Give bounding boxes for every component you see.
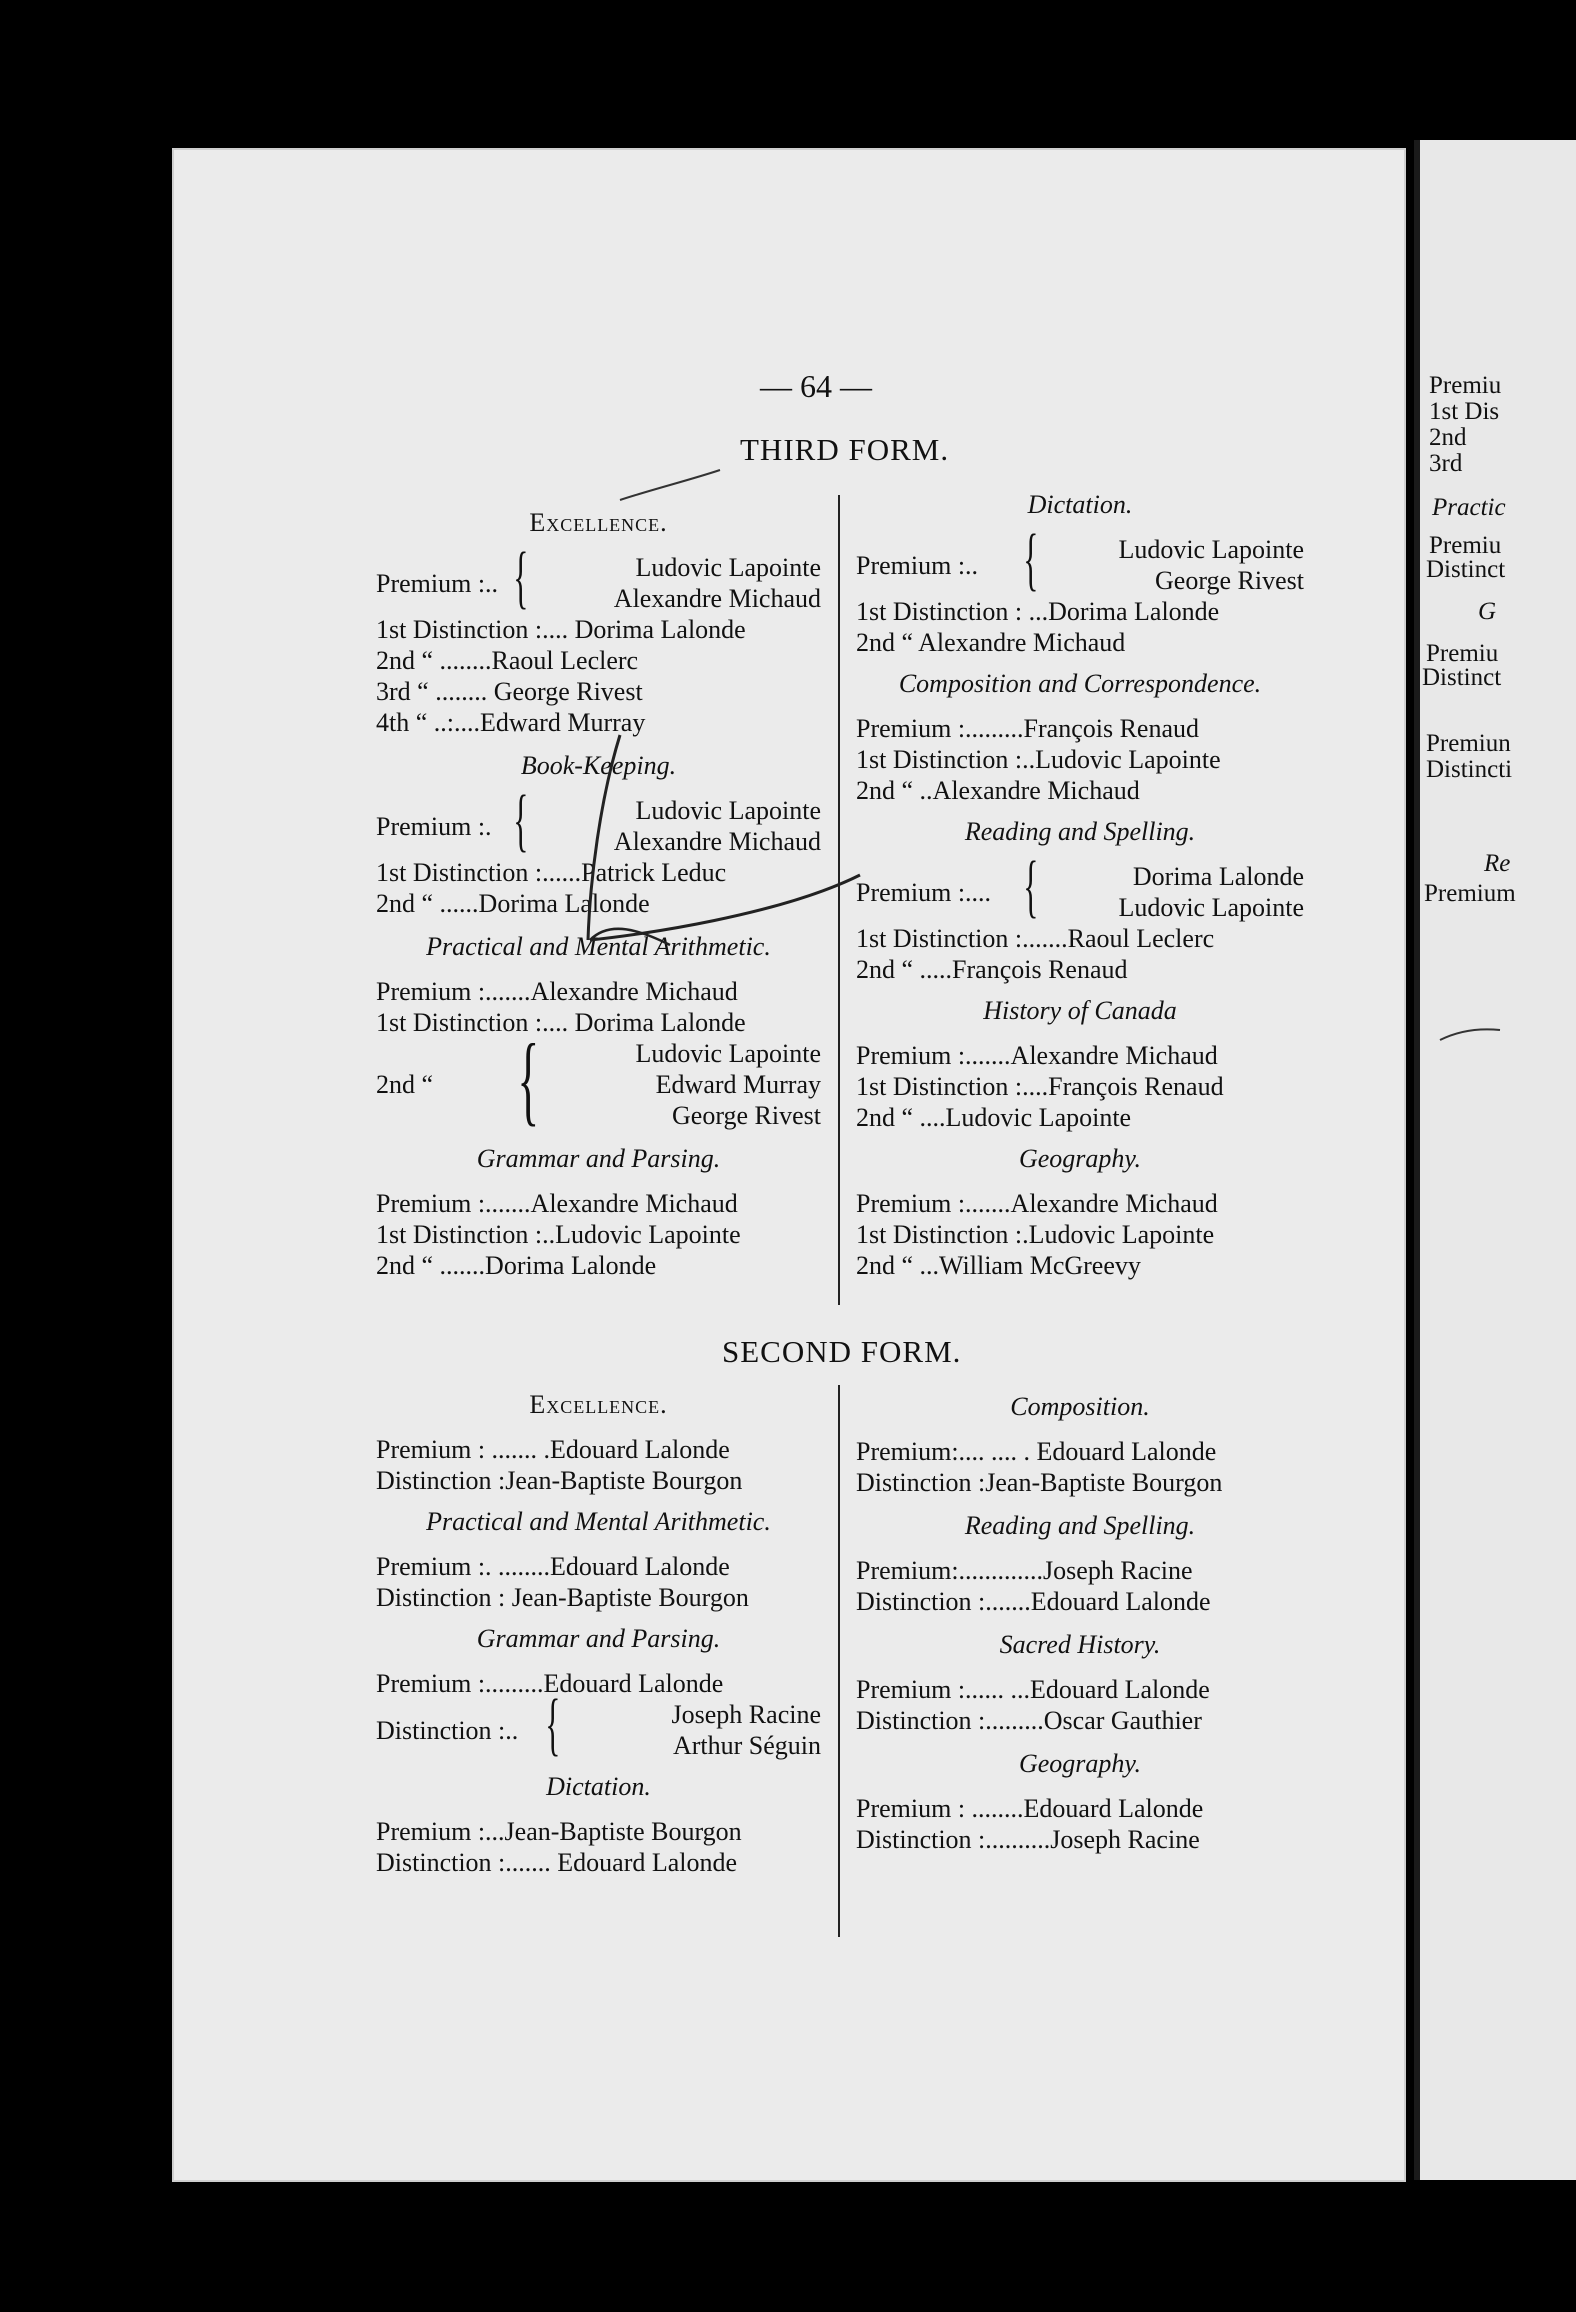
brace-symbol: { — [545, 1686, 561, 1763]
entry-row: Premium : ....... .Edouard Lalonde — [376, 1435, 730, 1464]
entry-name: Ludovic Lapointe — [1118, 893, 1304, 922]
entry-row: Premium :.......Alexandre Michaud — [856, 1041, 1218, 1070]
entry-row: Distinction : Jean-Baptiste Bourgon — [376, 1583, 749, 1612]
entry-row: Distinction :.........Oscar Gauthier — [856, 1706, 1202, 1735]
entry-label: Premium :.. — [376, 568, 499, 598]
entry-row: Premium : ........Edouard Lalonde — [856, 1794, 1204, 1823]
section-heading: Geography. — [1018, 1144, 1142, 1173]
section-heading: Grammar and Parsing. — [476, 1144, 721, 1173]
entry-row: 2nd “ .......Dorima Lalonde — [376, 1251, 657, 1280]
entry-row: 1st Distinction :.... Dorima Lalonde — [376, 615, 746, 644]
entry-row: 2nd “ .....François Renaud — [856, 955, 1128, 984]
entry-name: Ludovic Lapointe — [635, 796, 821, 825]
entry-name: George Rivest — [1155, 566, 1304, 595]
section-heading: Dictation. — [1027, 490, 1133, 519]
entry-row: 1st Distinction :.... Dorima Lalonde — [376, 1008, 746, 1037]
entry-row: 2nd “ ..Alexandre Michaud — [856, 776, 1140, 805]
entry-row: 2nd “ Alexandre Michaud — [856, 628, 1126, 657]
section-heading: Reading and Spelling. — [964, 1511, 1196, 1540]
entry-row: 4th “ ..:....Edward Murray — [376, 708, 646, 737]
brace-symbol: { — [1023, 521, 1039, 598]
section-heading: Reading and Spelling. — [964, 817, 1196, 846]
entry-row: Premium :.......Alexandre Michaud — [376, 1189, 738, 1218]
entry-row: Premium :...Jean-Baptiste Bourgon — [376, 1817, 742, 1846]
section-heading: History of Canada — [983, 996, 1177, 1025]
entry-row: Premium:.... .... . Edouard Lalonde — [856, 1437, 1217, 1466]
second-form-title: SECOND FORM. — [722, 1334, 962, 1369]
entry-row: Premium :.........François Renaud — [856, 714, 1200, 743]
entry-row: Distinction :....... Edouard Lalonde — [376, 1848, 738, 1877]
adjacent-text-fragment: Premium — [1424, 880, 1516, 907]
brace-symbol: { — [517, 1023, 540, 1135]
adjacent-text-fragment: 3rd — [1429, 450, 1463, 477]
adjacent-text-fragment: Premiu — [1426, 640, 1499, 667]
entry-name: Alexandre Michaud — [613, 584, 821, 613]
adjacent-text-fragment: 1st Dis — [1429, 398, 1500, 425]
adjacent-text-fragment: Premiu — [1429, 372, 1502, 399]
adjacent-text-fragment: Practic — [1432, 494, 1506, 521]
entry-row: 1st Distinction :......Patrick Leduc — [376, 858, 727, 887]
entry-row: Premium :.........Edouard Lalonde — [376, 1669, 724, 1698]
entry-row: 1st Distinction : ...Dorima Lalonde — [856, 597, 1220, 626]
brace-symbol: { — [513, 782, 529, 859]
brace-symbol: { — [1023, 848, 1039, 925]
section-heading: Sacred History. — [999, 1630, 1161, 1659]
entry-label: Premium :. — [376, 811, 492, 841]
section-heading: Composition and Correspondence. — [898, 669, 1262, 698]
section-heading: Grammar and Parsing. — [476, 1624, 721, 1653]
adjacent-text-fragment: Distincti — [1426, 756, 1513, 783]
entry-name: George Rivest — [672, 1101, 821, 1130]
entry-row: 2nd “ ........Raoul Leclerc — [376, 646, 639, 675]
entry-name: Ludovic Lapointe — [635, 553, 821, 582]
entry-row: Premium:.............Joseph Racine — [856, 1556, 1193, 1585]
entry-name: Dorima Lalonde — [1132, 862, 1304, 891]
entry-row: 2nd “ ......Dorima Lalonde — [376, 889, 650, 918]
entry-name: Joseph Racine — [671, 1700, 821, 1729]
entry-label: Premium :.. — [856, 550, 979, 580]
entry-label: Distinction :.. — [376, 1715, 519, 1745]
entry-row: Distinction :.......Edouard Lalonde — [856, 1587, 1211, 1616]
adjacent-text-fragment: Re — [1484, 850, 1511, 877]
entry-name: Edward Murray — [655, 1070, 821, 1099]
section-heading: Dictation. — [546, 1772, 651, 1801]
entry-row: Distinction :Jean-Baptiste Bourgon — [856, 1468, 1223, 1497]
entry-row: 1st Distinction :....François Renaud — [856, 1072, 1224, 1101]
third-form-title: THIRD FORM. — [740, 432, 950, 467]
entry-row: 1st Distinction :.Ludovic Lapointe — [856, 1220, 1215, 1249]
entry-row: Premium :...... ...Edouard Lalonde — [856, 1675, 1210, 1704]
entry-row: 2nd “ ...William McGreevy — [856, 1251, 1141, 1280]
section-heading: Excellence. — [529, 1390, 668, 1419]
entry-row: 1st Distinction :..Ludovic Lapointe — [856, 745, 1221, 774]
brace-symbol: { — [513, 539, 529, 616]
section-heading: Composition. — [1010, 1392, 1150, 1421]
entry-label: 2nd “ — [376, 1070, 434, 1099]
entry-row: Premium :.......Alexandre Michaud — [856, 1189, 1218, 1218]
adjacent-text-fragment: Distinct — [1422, 664, 1502, 691]
adjacent-text-fragment: Distinct — [1426, 556, 1506, 583]
entry-name: Ludovic Lapointe — [635, 1039, 821, 1068]
section-heading: Book-Keeping. — [520, 751, 677, 780]
entry-row: 1st Distinction :.......Raoul Leclerc — [856, 924, 1215, 953]
adjacent-text-fragment: G — [1478, 598, 1497, 625]
entry-name: Ludovic Lapointe — [1118, 535, 1304, 564]
entry-label: Premium :.... — [856, 877, 992, 907]
section-heading: Excellence. — [529, 508, 668, 537]
entry-row: 1st Distinction :..Ludovic Lapointe — [376, 1220, 741, 1249]
entry-row: Distinction :Jean-Baptiste Bourgon — [376, 1466, 743, 1495]
entry-name: Arthur Séguin — [672, 1731, 821, 1760]
entry-name: Alexandre Michaud — [613, 827, 821, 856]
section-heading: Practical and Mental Arithmetic. — [426, 1507, 771, 1536]
adjacent-text-fragment: Premiu — [1429, 532, 1502, 559]
adjacent-text-fragment: 2nd — [1429, 424, 1467, 451]
entry-row: Premium :.......Alexandre Michaud — [376, 977, 738, 1006]
section-heading: Practical and Mental Arithmetic. — [426, 932, 771, 961]
page-number: — 64 — — [760, 368, 872, 404]
entry-row: 3rd “ ........ George Rivest — [376, 677, 643, 706]
entry-row: Distinction :..........Joseph Racine — [856, 1825, 1200, 1854]
entry-row: 2nd “ ....Ludovic Lapointe — [856, 1103, 1132, 1132]
entry-row: Premium :. ........Edouard Lalonde — [376, 1552, 730, 1581]
adjacent-text-fragment: Premiun — [1426, 730, 1511, 757]
section-heading: Geography. — [1018, 1749, 1142, 1778]
